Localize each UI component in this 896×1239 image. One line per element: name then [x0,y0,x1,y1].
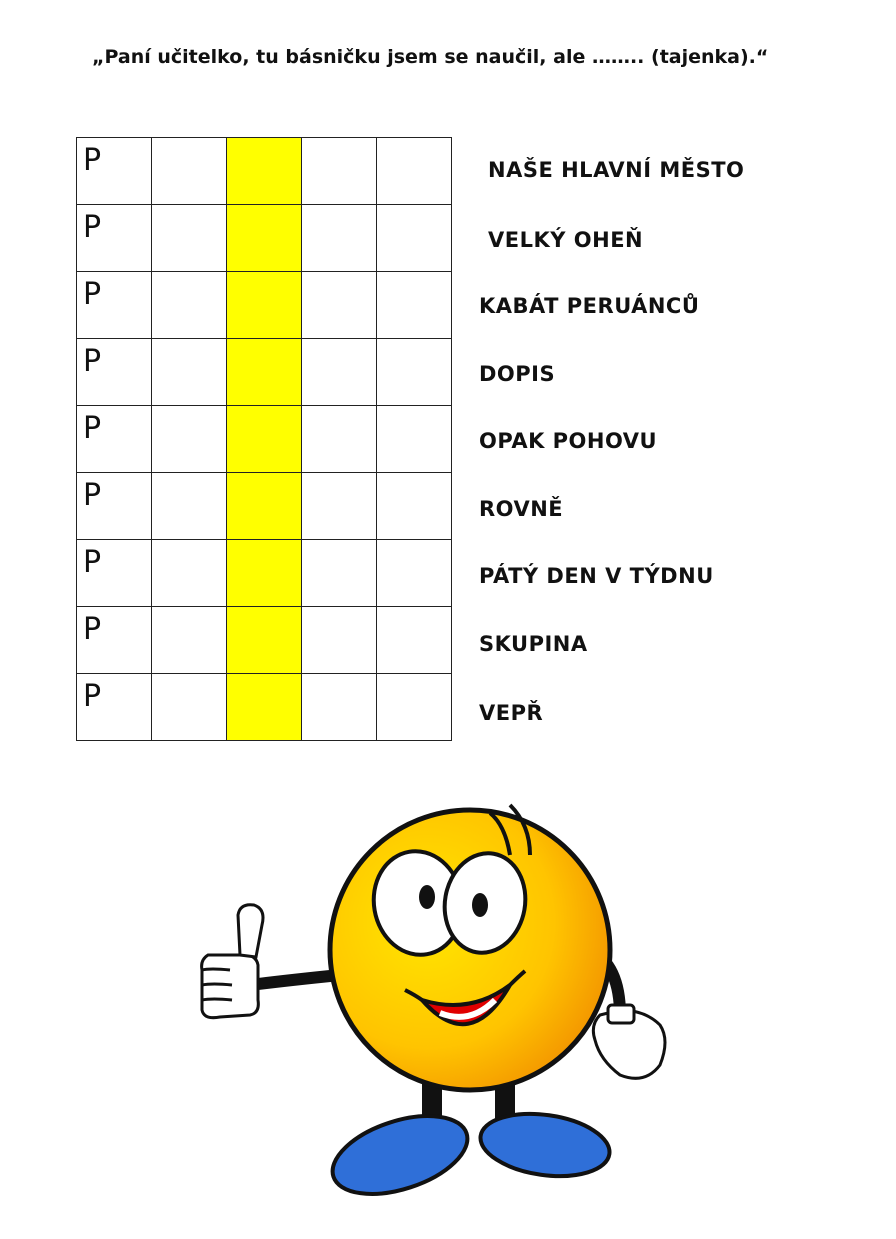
grid-cell[interactable] [302,339,377,406]
grid-cell[interactable] [152,607,227,674]
grid-cell[interactable] [152,473,227,540]
grid-letter: P [83,545,102,580]
grid-cell[interactable] [227,540,302,607]
grid-cell[interactable] [227,406,302,473]
grid-cell[interactable] [302,674,377,741]
grid-cell[interactable] [77,473,152,540]
grid-cell[interactable] [152,205,227,272]
grid-cell[interactable] [302,138,377,205]
grid-cell[interactable] [302,607,377,674]
grid-row [77,205,452,272]
grid-cell[interactable] [152,138,227,205]
grid-cell[interactable] [152,540,227,607]
grid-letter: P [83,411,102,446]
grid-cell[interactable] [227,473,302,540]
grid-cell[interactable] [302,540,377,607]
grid-letter: P [83,143,102,178]
grid-cell[interactable] [302,473,377,540]
grid-cell[interactable] [377,272,452,339]
grid-cell[interactable] [227,607,302,674]
clue-6: ROVNĚ [479,497,564,521]
grid-cell[interactable] [77,607,152,674]
grid-row [77,674,452,741]
clue-7: PÁTÝ DEN V TÝDNU [479,564,714,588]
clue-9: VEPŘ [479,701,544,725]
grid-cell[interactable] [302,205,377,272]
grid-letter: P [83,612,102,647]
grid-cell[interactable] [377,473,452,540]
smiley-thumbs-up-icon [190,785,680,1220]
grid-cell[interactable] [77,339,152,406]
grid-cell[interactable] [77,674,152,741]
clue-8: SKUPINA [479,632,588,656]
clue-2: VELKÝ OHEŇ [488,228,644,252]
clue-1: NAŠE HLAVNÍ MĚSTO [488,158,745,182]
grid-cell[interactable] [377,607,452,674]
grid-cell[interactable] [77,540,152,607]
grid-row [77,406,452,473]
grid-cell[interactable] [377,138,452,205]
grid-letter: P [83,277,102,312]
grid-row [77,540,452,607]
grid-cell[interactable] [152,406,227,473]
worksheet-title: „Paní učitelko, tu básničku jsem se naučil, ale …….. (tajenka).“ [92,46,769,68]
grid-cell[interactable] [377,205,452,272]
grid-cell[interactable] [227,339,302,406]
grid-row [77,339,452,406]
grid-letter: P [83,679,102,714]
grid-cell[interactable] [152,339,227,406]
grid-row [77,473,452,540]
grid-cell[interactable] [302,272,377,339]
grid-cell[interactable] [377,540,452,607]
grid-cell[interactable] [377,406,452,473]
grid-cell[interactable] [377,674,452,741]
grid-letter: P [83,210,102,245]
grid-letter: P [83,344,102,379]
grid-cell[interactable] [377,339,452,406]
grid-cell[interactable] [152,674,227,741]
grid-cell[interactable] [77,138,152,205]
grid-row [77,272,452,339]
grid-letter: P [83,478,102,513]
grid-cell[interactable] [302,406,377,473]
grid-cell[interactable] [227,674,302,741]
clue-4: DOPIS [479,362,556,386]
grid-cell[interactable] [77,272,152,339]
grid-cell[interactable] [77,406,152,473]
grid-cell[interactable] [227,138,302,205]
grid-row [77,138,452,205]
grid-cell[interactable] [77,205,152,272]
crossword-grid [76,137,452,741]
clue-3: KABÁT PERUÁNCŮ [479,294,700,318]
grid-cell[interactable] [227,272,302,339]
grid-cell[interactable] [227,205,302,272]
grid-cell[interactable] [152,272,227,339]
grid-row [77,607,452,674]
clue-5: OPAK POHOVU [479,429,658,453]
